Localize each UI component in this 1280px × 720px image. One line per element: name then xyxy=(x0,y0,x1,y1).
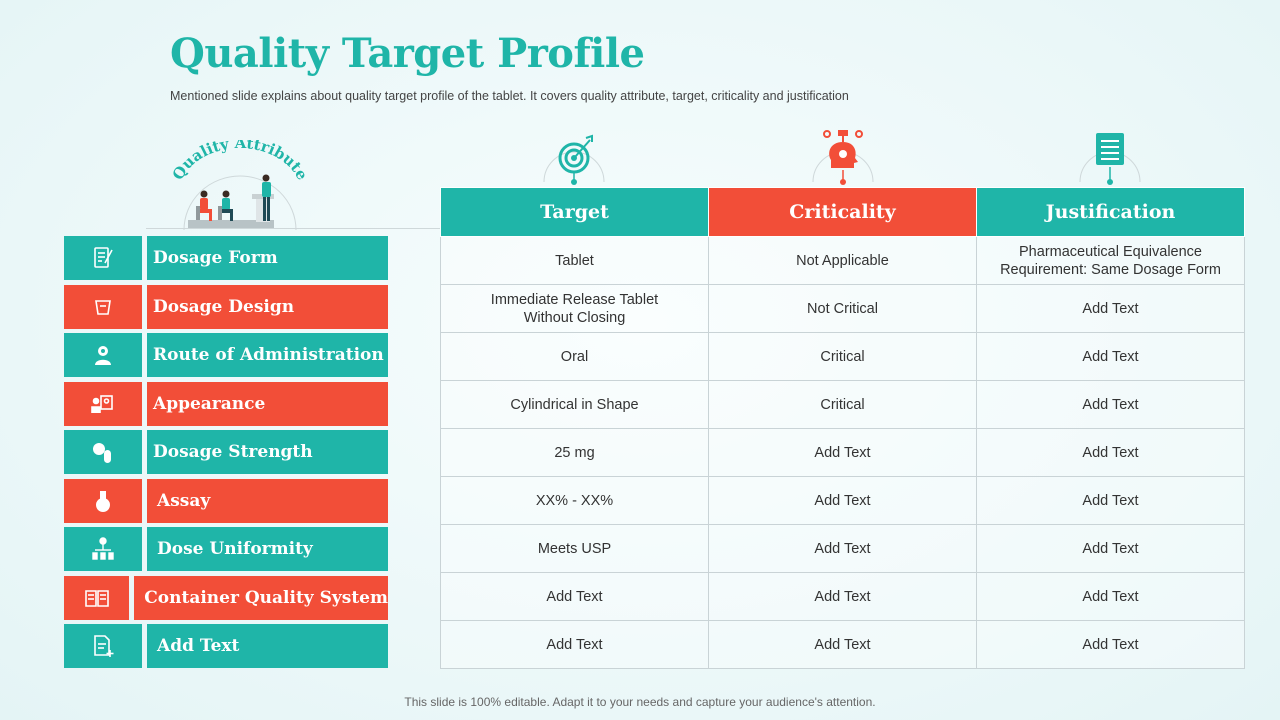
target-cell: Add Text xyxy=(441,621,709,669)
header-justification: Justification xyxy=(977,188,1245,237)
cup-icon xyxy=(64,285,142,329)
target-icon xyxy=(542,128,606,186)
page-title: Quality Target Profile xyxy=(170,30,645,77)
target-cell: Add Text xyxy=(441,573,709,621)
page-subtitle: Mentioned slide explains about quality target profile of the tablet. It covers quality attribute, target, criticality and justification xyxy=(170,89,849,103)
document-add-icon xyxy=(64,624,142,668)
target-cell: 25 mg xyxy=(441,429,709,477)
justification-cell: Add Text xyxy=(977,621,1245,669)
document-list-icon xyxy=(1078,128,1142,186)
head-gear-icon xyxy=(811,128,875,186)
attribute-label: Container Quality System xyxy=(134,576,388,620)
table-row xyxy=(441,333,1245,381)
quality-target-table xyxy=(440,187,1245,669)
criticality-cell: Critical xyxy=(709,333,977,381)
table-row xyxy=(441,381,1245,429)
target-cell: XX% - XX% xyxy=(441,477,709,525)
attribute-label: Appearance xyxy=(147,382,388,426)
book-icon xyxy=(64,576,129,620)
justification-cell: Add Text xyxy=(977,573,1245,621)
table-row xyxy=(441,477,1245,525)
attribute-label: Route of Administration xyxy=(147,333,388,377)
person-gear-icon xyxy=(64,333,142,377)
criticality-cell: Add Text xyxy=(709,429,977,477)
footer-note: This slide is 100% editable. Adapt it to your needs and capture your audience's attention. xyxy=(404,695,876,709)
attribute-label: Dosage Form xyxy=(147,236,388,280)
table-row xyxy=(441,525,1245,573)
document-pen-icon xyxy=(64,236,142,280)
table-row xyxy=(441,285,1245,333)
attribute-row-dosage-strength xyxy=(64,430,388,474)
table-row xyxy=(441,237,1245,285)
table-row xyxy=(441,621,1245,669)
id-card-icon xyxy=(64,382,142,426)
criticality-cell: Critical xyxy=(709,381,977,429)
justification-cell: Add Text xyxy=(977,285,1245,333)
quality-attribute-label: Quality Attribute xyxy=(168,140,312,184)
attribute-label: Add Text xyxy=(147,624,388,668)
target-cell: Meets USP xyxy=(441,525,709,573)
criticality-cell: Add Text xyxy=(709,573,977,621)
criticality-cell: Not Applicable xyxy=(709,237,977,285)
attribute-row-dosage-form xyxy=(64,236,388,280)
attribute-list xyxy=(64,236,388,673)
target-cell: Cylindrical in Shape xyxy=(441,381,709,429)
target-cell: Immediate Release Tablet Without Closing xyxy=(441,285,709,333)
criticality-cell: Add Text xyxy=(709,621,977,669)
flask-icon xyxy=(64,479,142,523)
attribute-row-container-quality-system xyxy=(64,576,388,620)
criticality-cell: Not Critical xyxy=(709,285,977,333)
svg-text:Quality Attribute xyxy=(169,140,312,183)
quality-attribute-graphic xyxy=(160,140,320,232)
header-target: Target xyxy=(441,188,709,237)
attribute-row-appearance xyxy=(64,382,388,426)
network-icon xyxy=(64,527,142,571)
attribute-label: Dosage Design xyxy=(147,285,388,329)
table-row xyxy=(441,429,1245,477)
criticality-cell: Add Text xyxy=(709,525,977,573)
pills-icon xyxy=(64,430,142,474)
attribute-row-dosage-design xyxy=(64,285,388,329)
justification-cell: Add Text xyxy=(977,525,1245,573)
target-cell: Tablet xyxy=(441,237,709,285)
table-row xyxy=(441,573,1245,621)
justification-cell: Add Text xyxy=(977,477,1245,525)
attribute-row-add-text xyxy=(64,624,388,668)
graphic-connector-line xyxy=(146,228,441,229)
attribute-label: Assay xyxy=(147,479,388,523)
justification-cell: Pharmaceutical Equivalence Requirement: Same Dosage Form xyxy=(977,237,1245,285)
attribute-row-dose-uniformity xyxy=(64,527,388,571)
criticality-cell: Add Text xyxy=(709,477,977,525)
attribute-row-route-of-administration xyxy=(64,333,388,377)
justification-cell: Add Text xyxy=(977,429,1245,477)
justification-cell: Add Text xyxy=(977,381,1245,429)
header-criticality: Criticality xyxy=(709,188,977,237)
table-header-row xyxy=(441,188,1245,237)
justification-cell: Add Text xyxy=(977,333,1245,381)
attribute-label: Dose Uniformity xyxy=(147,527,388,571)
attribute-row-assay xyxy=(64,479,388,523)
attribute-label: Dosage Strength xyxy=(147,430,388,474)
target-cell: Oral xyxy=(441,333,709,381)
